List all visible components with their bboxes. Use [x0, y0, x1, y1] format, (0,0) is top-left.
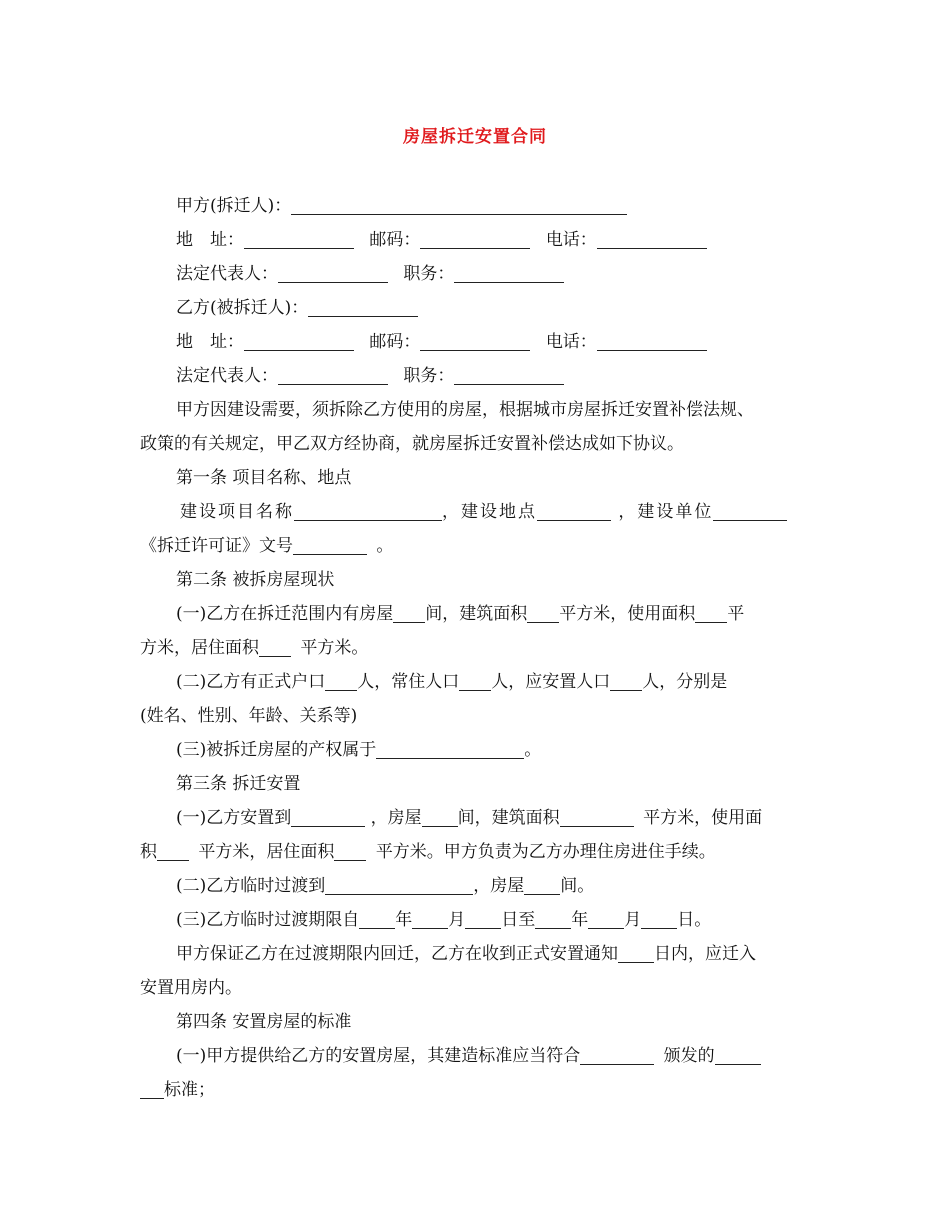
position-label: 职务：: [403, 366, 455, 386]
status-item-2-line-1: [140, 665, 848, 699]
preamble-line-2: 政策的有关规定，甲乙双方经协商，就房屋拆迁安置补偿达成如下协议。: [140, 434, 684, 454]
return-guarantee-line-1: [140, 937, 848, 971]
phone-blank: [597, 228, 707, 249]
placement-item-3: [140, 903, 848, 937]
usable-area-label: 平方米，使用面积: [559, 604, 696, 624]
project-site-blank: [537, 500, 611, 521]
unit-label: 平方米。: [300, 638, 369, 658]
permit-label: 《拆迁许可证》文号: [140, 536, 293, 556]
resident-blank: [459, 670, 491, 691]
article-1-heading: 第一条 项目名称、地点: [176, 468, 352, 488]
standard-item-1-line-2: [140, 1073, 812, 1107]
status-item-1-line-1: [140, 597, 848, 631]
ownership-label: (三)被拆迁房屋的产权属于: [176, 740, 377, 760]
return-guarantee-text: 甲方保证乙方在过渡期限内回迁，乙方在收到正式安置通知: [176, 944, 618, 964]
move-in-label: 日内，应迁入: [654, 944, 756, 964]
permit-line: [140, 529, 812, 563]
party-b-line: [140, 291, 848, 325]
permit-blank: [293, 534, 367, 555]
placement-item-1-line-2: [140, 835, 812, 869]
transition-rooms-end: 间。: [560, 876, 595, 896]
start-day-blank: [465, 908, 501, 929]
resident-label: 人，常住人口: [357, 672, 460, 692]
placement-building-area-label: 间，建筑面积: [457, 808, 560, 828]
day-label: 日。: [677, 910, 712, 930]
relocate-blank: [610, 670, 642, 691]
living-area-label: 方米，居住面积: [140, 638, 259, 658]
placement-note: 平方米。甲方负责为乙方办理住房进住手续。: [375, 842, 716, 862]
placement-living-blank: [334, 840, 366, 861]
project-line: [140, 495, 852, 529]
party-a-label: 甲方(拆迁人)：: [176, 196, 292, 216]
ownership-blank: [376, 738, 524, 759]
rep-label: 法定代表人：: [176, 366, 278, 386]
party-a-address-line: [140, 223, 848, 257]
placement-usable-label: 平方米，使用面: [643, 808, 763, 828]
relocate-label: 人，应安置人口: [491, 672, 611, 692]
registered-blank: [325, 670, 357, 691]
registered-label: (二)乙方有正式户口: [176, 672, 326, 692]
position-label: 职务：: [403, 264, 455, 284]
end-year-blank: [535, 908, 571, 929]
postcode-label: 邮码：: [369, 230, 421, 250]
standard-label: (一)甲方提供给乙方的安置房屋，其建造标准应当符合: [176, 1046, 581, 1066]
building-area-label: 间，建筑面积: [425, 604, 528, 624]
placement-rooms-blank: [422, 806, 458, 827]
return-guarantee-line-2: 安置用房内。: [140, 978, 242, 998]
project-unit-blank: [713, 500, 787, 521]
year-label: 年: [571, 910, 589, 930]
project-site-label: ，建设地点: [442, 502, 537, 522]
party-b-rep-line: [140, 359, 848, 393]
placement-label: (一)乙方安置到: [176, 808, 292, 828]
position-blank: [454, 262, 564, 283]
living-area-blank: [259, 636, 291, 657]
period-label: (三)乙方临时过渡期限自: [176, 910, 360, 930]
project-name-label: 建设项目名称: [180, 502, 294, 522]
end-month-blank: [588, 908, 624, 929]
position-blank: [454, 364, 564, 385]
status-item-2-line-2: (姓名、性别、年龄、关系等): [140, 706, 358, 726]
preamble-line-1: 甲方因建设需要，须拆除乙方使用的房屋，根据城市房屋拆迁安置补偿法规、: [176, 400, 754, 420]
status-item-3: [140, 733, 848, 767]
unit-fragment: 平: [727, 604, 745, 624]
placement-living-label: 平方米，居住面积: [198, 842, 335, 862]
month-label: 月: [624, 910, 642, 930]
start-year-blank: [359, 908, 395, 929]
standard-item-1-line-1: [140, 1039, 848, 1073]
party-a-rep-line: [140, 257, 848, 291]
rep-blank: [278, 364, 388, 385]
phone-label: 电话：: [545, 332, 597, 352]
party-b-address-line: [140, 325, 848, 359]
transition-label: (二)乙方临时过渡到: [176, 876, 326, 896]
project-name-blank: [294, 500, 442, 521]
article-3-heading: 第三条 拆迁安置: [176, 774, 301, 794]
notice-days-blank: [618, 942, 654, 963]
placement-blank: [291, 806, 365, 827]
to-label: 日至: [501, 910, 536, 930]
document-title: 房屋拆迁安置合同: [403, 127, 547, 147]
phone-label: 电话：: [545, 230, 597, 250]
placement-building-area-blank: [560, 806, 634, 827]
status-rooms-label: (一)乙方在拆迁范围内有房屋: [176, 604, 394, 624]
phone-blank: [597, 330, 707, 351]
project-unit-label: ，建设单位: [618, 502, 714, 522]
address-label: 地 址：: [176, 230, 244, 250]
placement-item-2: [140, 869, 848, 903]
status-item-1-line-2: [140, 631, 812, 665]
standard-end: 标准；: [164, 1080, 215, 1100]
area-fragment: 积: [140, 842, 157, 862]
party-a-blank: [291, 194, 627, 215]
usable-area-blank: [695, 602, 727, 623]
standard-name-blank-a: [715, 1044, 761, 1065]
issuer-blank: [580, 1044, 654, 1065]
party-b-blank: [308, 296, 418, 317]
start-month-blank: [412, 908, 448, 929]
postcode-blank: [420, 330, 530, 351]
permit-end: 。: [376, 536, 394, 556]
transition-blank: [325, 874, 473, 895]
transition-rooms-blank: [524, 874, 560, 895]
placement-item-1-line-1: [140, 801, 848, 835]
year-label: 年: [395, 910, 413, 930]
placement-rooms-label: ，房屋: [370, 808, 422, 828]
transition-rooms-label: ，房屋: [473, 876, 525, 896]
ownership-end: 。: [524, 740, 542, 760]
placement-usable-blank: [157, 840, 189, 861]
standard-name-blank-b: [140, 1078, 164, 1099]
address-label: 地 址：: [176, 332, 244, 352]
rooms-blank: [393, 602, 425, 623]
address-blank: [244, 330, 354, 351]
party-a-line: [140, 189, 848, 223]
postcode-label: 邮码：: [369, 332, 421, 352]
article-4-heading: 第四条 安置房屋的标准: [176, 1012, 352, 1032]
month-label: 月: [448, 910, 466, 930]
postcode-blank: [420, 228, 530, 249]
end-day-blank: [641, 908, 677, 929]
respectively-label: 人，分别是: [642, 672, 728, 692]
issued-label: 颁发的: [663, 1046, 715, 1066]
rep-label: 法定代表人：: [176, 264, 278, 284]
party-b-label: 乙方(被拆迁人)：: [176, 298, 309, 318]
rep-blank: [278, 262, 388, 283]
address-blank: [244, 228, 354, 249]
article-2-heading: 第二条 被拆房屋现状: [176, 570, 335, 590]
building-area-blank: [527, 602, 559, 623]
